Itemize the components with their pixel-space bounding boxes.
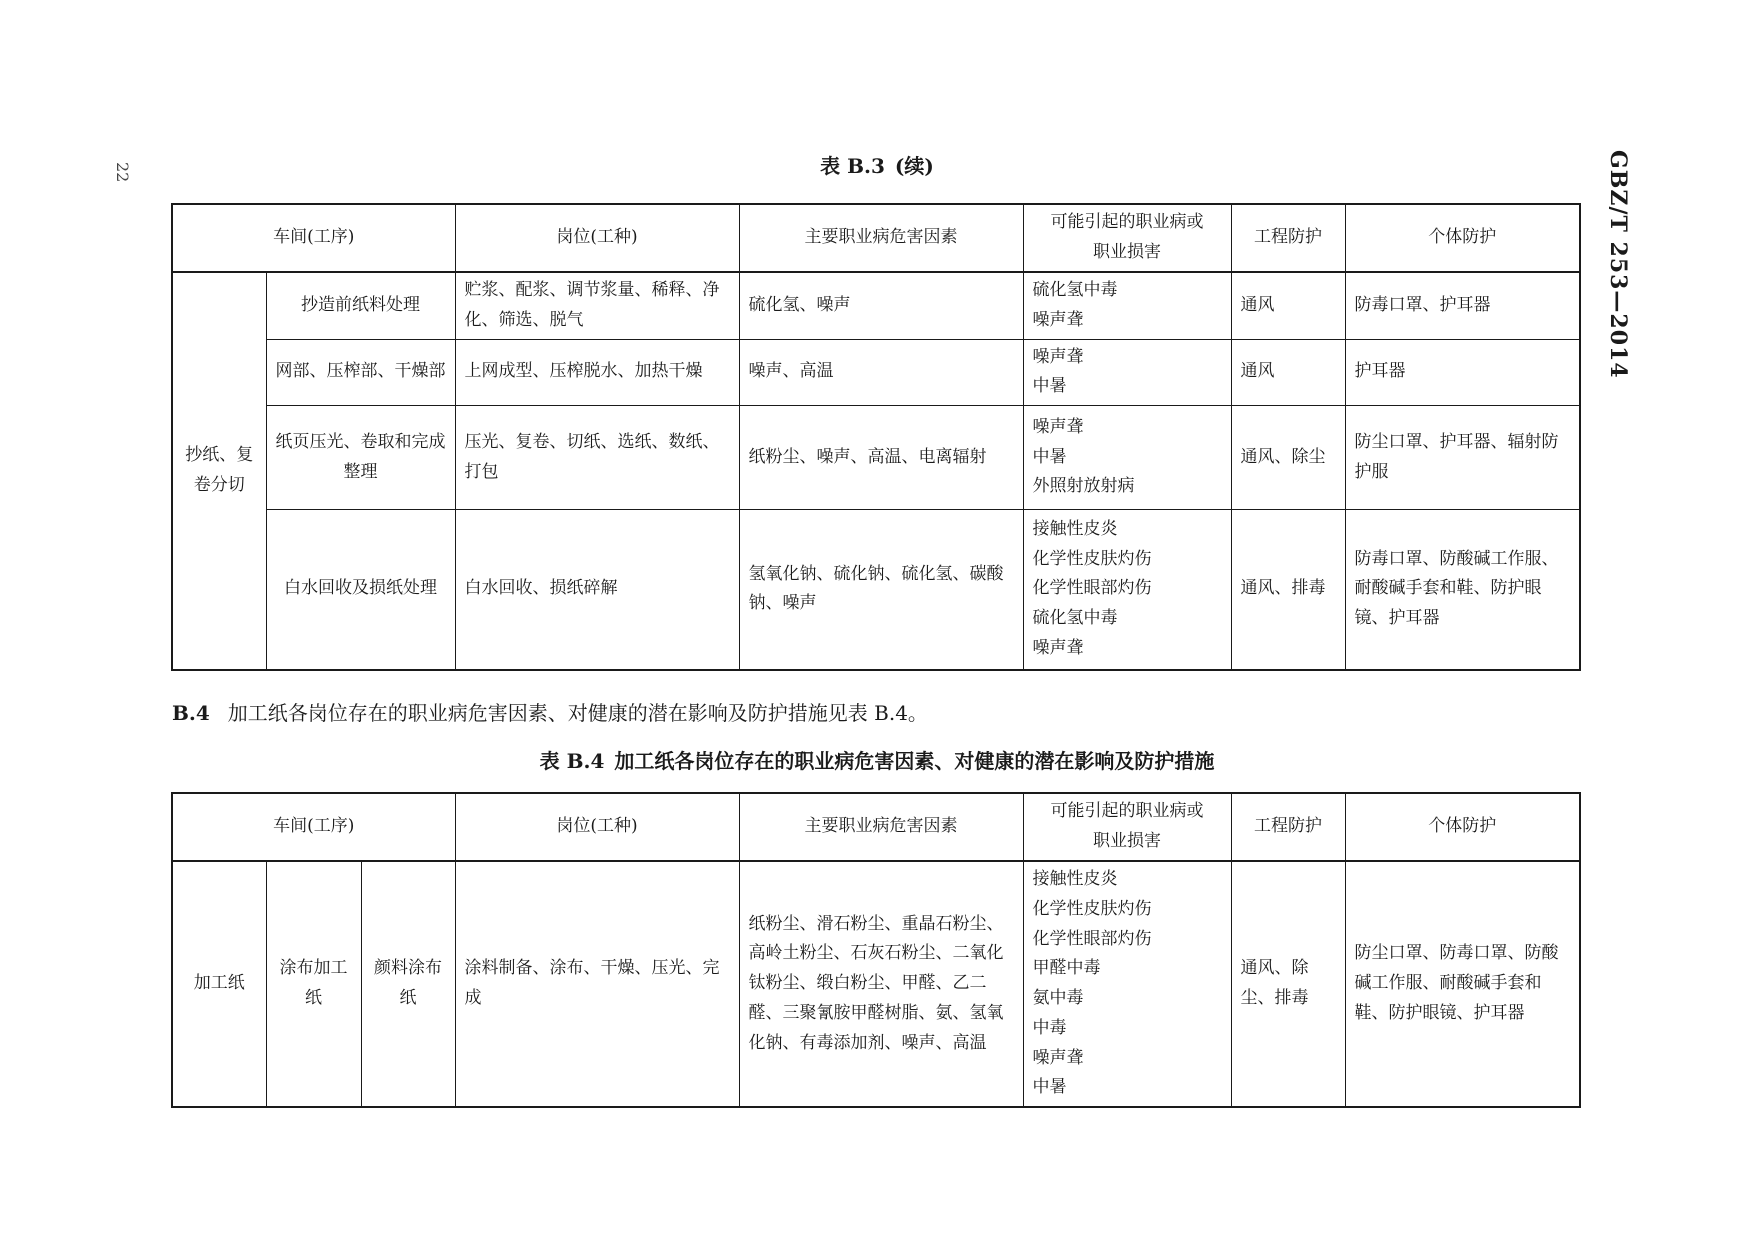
damage-item: 噪声聋 bbox=[1032, 309, 1084, 330]
column-header-damages bbox=[1023, 204, 1231, 272]
damage-item: 接触性皮炎 bbox=[1032, 869, 1118, 889]
level3-cell: 颜料涂布纸 bbox=[361, 861, 455, 1107]
column-header-hazards: 主要职业病危害因素 bbox=[739, 204, 1023, 272]
damage-item: 硫化氢中毒 bbox=[1032, 608, 1118, 629]
damage-item: 噪声聋 bbox=[1032, 637, 1084, 658]
post-cell: 上网成型、压榨脱水、加热干燥 bbox=[455, 339, 739, 406]
table-row bbox=[172, 272, 1580, 339]
hazards-cell: 硫化氢、噪声 bbox=[739, 272, 1023, 339]
damages-cell bbox=[1023, 510, 1231, 670]
damages-cell bbox=[1023, 272, 1231, 339]
header-damage-line: 职业损害 bbox=[1093, 242, 1162, 262]
personal-cell: 防尘口罩、防毒口罩、防酸碱工作服、耐酸碱手套和鞋、防护眼镜、护耳器 bbox=[1345, 861, 1580, 1107]
damage-item: 化学性眼部灼伤 bbox=[1032, 928, 1152, 949]
table-b3-caption-number: 表 B.3 bbox=[820, 154, 885, 178]
table-header-row bbox=[172, 793, 1580, 861]
personal-cell: 防毒口罩、防酸碱工作服、耐酸碱手套和鞋、防护眼镜、护耳器 bbox=[1345, 510, 1580, 670]
damage-item: 硫化氢中毒 bbox=[1032, 280, 1118, 300]
column-header-post: 岗位(工种) bbox=[455, 793, 739, 861]
workshop-cell: 抄造前纸料处理 bbox=[266, 272, 455, 339]
group-cell: 抄纸、复卷分切 bbox=[172, 272, 266, 670]
table-row bbox=[172, 861, 1580, 1107]
hazards-cell: 纸粉尘、滑石粉尘、重晶石粉尘、高岭土粉尘、石灰石粉尘、二氧化钛粉尘、缎白粉尘、甲醛、乙二醛、三聚氰胺甲醛树脂、氨、氢氧化钠、有毒添加剂、噪声、高温 bbox=[739, 861, 1023, 1107]
section-b4-paragraph bbox=[172, 697, 928, 726]
table-b3-caption-text: (续) bbox=[894, 154, 934, 178]
engineering-cell: 通风、排毒 bbox=[1231, 510, 1345, 670]
table-b4-caption-number: 表 B.4 bbox=[539, 749, 605, 773]
header-damage-line: 可能引起的职业病或 bbox=[1050, 801, 1204, 822]
table-row bbox=[172, 339, 1580, 406]
damage-item: 化学性眼部灼伤 bbox=[1032, 578, 1152, 599]
section-number: B.4 bbox=[172, 701, 210, 725]
hazards-cell: 噪声、高温 bbox=[739, 339, 1023, 406]
column-header-workshop: 车间(工序) bbox=[172, 793, 455, 861]
header-damage-line: 可能引起的职业病或 bbox=[1050, 212, 1204, 233]
table-b3 bbox=[171, 203, 1581, 671]
hazards-cell: 纸粉尘、噪声、高温、电离辐射 bbox=[739, 406, 1023, 510]
workshop-cell: 白水回收及损纸处理 bbox=[266, 510, 455, 670]
table-row bbox=[172, 406, 1580, 510]
personal-cell: 护耳器 bbox=[1345, 339, 1580, 406]
post-cell: 白水回收、损纸碎解 bbox=[455, 510, 739, 670]
damages-cell bbox=[1023, 861, 1231, 1107]
damage-item: 噪声聋 bbox=[1032, 346, 1084, 367]
column-header-workshop: 车间(工序) bbox=[172, 204, 455, 272]
table-header-row bbox=[172, 204, 1580, 272]
standard-code: GBZ/T 253—2014 bbox=[1605, 150, 1631, 379]
column-header-post: 岗位(工种) bbox=[455, 204, 739, 272]
post-cell: 压光、复卷、切纸、选纸、数纸、打包 bbox=[455, 406, 739, 510]
page-number: 22 bbox=[113, 162, 132, 183]
column-header-engineering: 工程防护 bbox=[1231, 793, 1345, 861]
level1-cell: 加工纸 bbox=[172, 861, 266, 1107]
table-b3-caption bbox=[0, 150, 1754, 179]
post-cell: 贮浆、配浆、调节浆量、稀释、净化、筛选、脱气 bbox=[455, 272, 739, 339]
engineering-cell: 通风、除尘、排毒 bbox=[1231, 861, 1345, 1107]
damages-cell bbox=[1023, 406, 1231, 510]
damage-item: 甲醛中毒 bbox=[1032, 958, 1101, 979]
engineering-cell: 通风、除尘 bbox=[1231, 406, 1345, 510]
damage-item: 中暑 bbox=[1032, 1077, 1067, 1098]
column-header-damages bbox=[1023, 793, 1231, 861]
post-cell: 涂料制备、涂布、干燥、压光、完成 bbox=[455, 861, 739, 1107]
column-header-personal: 个体防护 bbox=[1345, 793, 1580, 861]
table-b4 bbox=[171, 792, 1581, 1108]
engineering-cell: 通风 bbox=[1231, 339, 1345, 406]
column-header-hazards: 主要职业病危害因素 bbox=[739, 793, 1023, 861]
damage-item: 外照射放射病 bbox=[1032, 476, 1135, 497]
damage-item: 中暑 bbox=[1032, 376, 1067, 397]
damage-item: 中暑 bbox=[1032, 446, 1067, 467]
personal-cell: 防毒口罩、护耳器 bbox=[1345, 272, 1580, 339]
engineering-cell: 通风 bbox=[1231, 272, 1345, 339]
table-b4-caption bbox=[0, 745, 1754, 774]
personal-cell: 防尘口罩、护耳器、辐射防护服 bbox=[1345, 406, 1580, 510]
level2-cell: 涂布加工纸 bbox=[266, 861, 361, 1107]
damage-item: 噪声聋 bbox=[1032, 1047, 1084, 1068]
table-row bbox=[172, 510, 1580, 670]
damage-item: 氨中毒 bbox=[1032, 988, 1084, 1008]
workshop-cell: 网部、压榨部、干燥部 bbox=[266, 339, 455, 406]
damage-item: 化学性皮肤灼伤 bbox=[1032, 548, 1152, 569]
damages-cell bbox=[1023, 339, 1231, 406]
damage-item: 噪声聋 bbox=[1032, 416, 1084, 437]
damage-item: 中毒 bbox=[1032, 1017, 1067, 1038]
column-header-engineering: 工程防护 bbox=[1231, 204, 1345, 272]
hazards-cell: 氢氧化钠、硫化钠、硫化氢、碳酸钠、噪声 bbox=[739, 510, 1023, 670]
header-damage-line: 职业损害 bbox=[1093, 831, 1162, 851]
damage-item: 化学性皮肤灼伤 bbox=[1032, 898, 1152, 919]
table-b4-caption-text: 加工纸各岗位存在的职业病危害因素、对健康的潜在影响及防护措施 bbox=[614, 749, 1215, 773]
column-header-personal: 个体防护 bbox=[1345, 204, 1580, 272]
workshop-cell: 纸页压光、卷取和完成整理 bbox=[266, 406, 455, 510]
damage-item: 接触性皮炎 bbox=[1032, 518, 1118, 539]
section-text: 加工纸各岗位存在的职业病危害因素、对健康的潜在影响及防护措施见表 B.4。 bbox=[227, 701, 928, 725]
